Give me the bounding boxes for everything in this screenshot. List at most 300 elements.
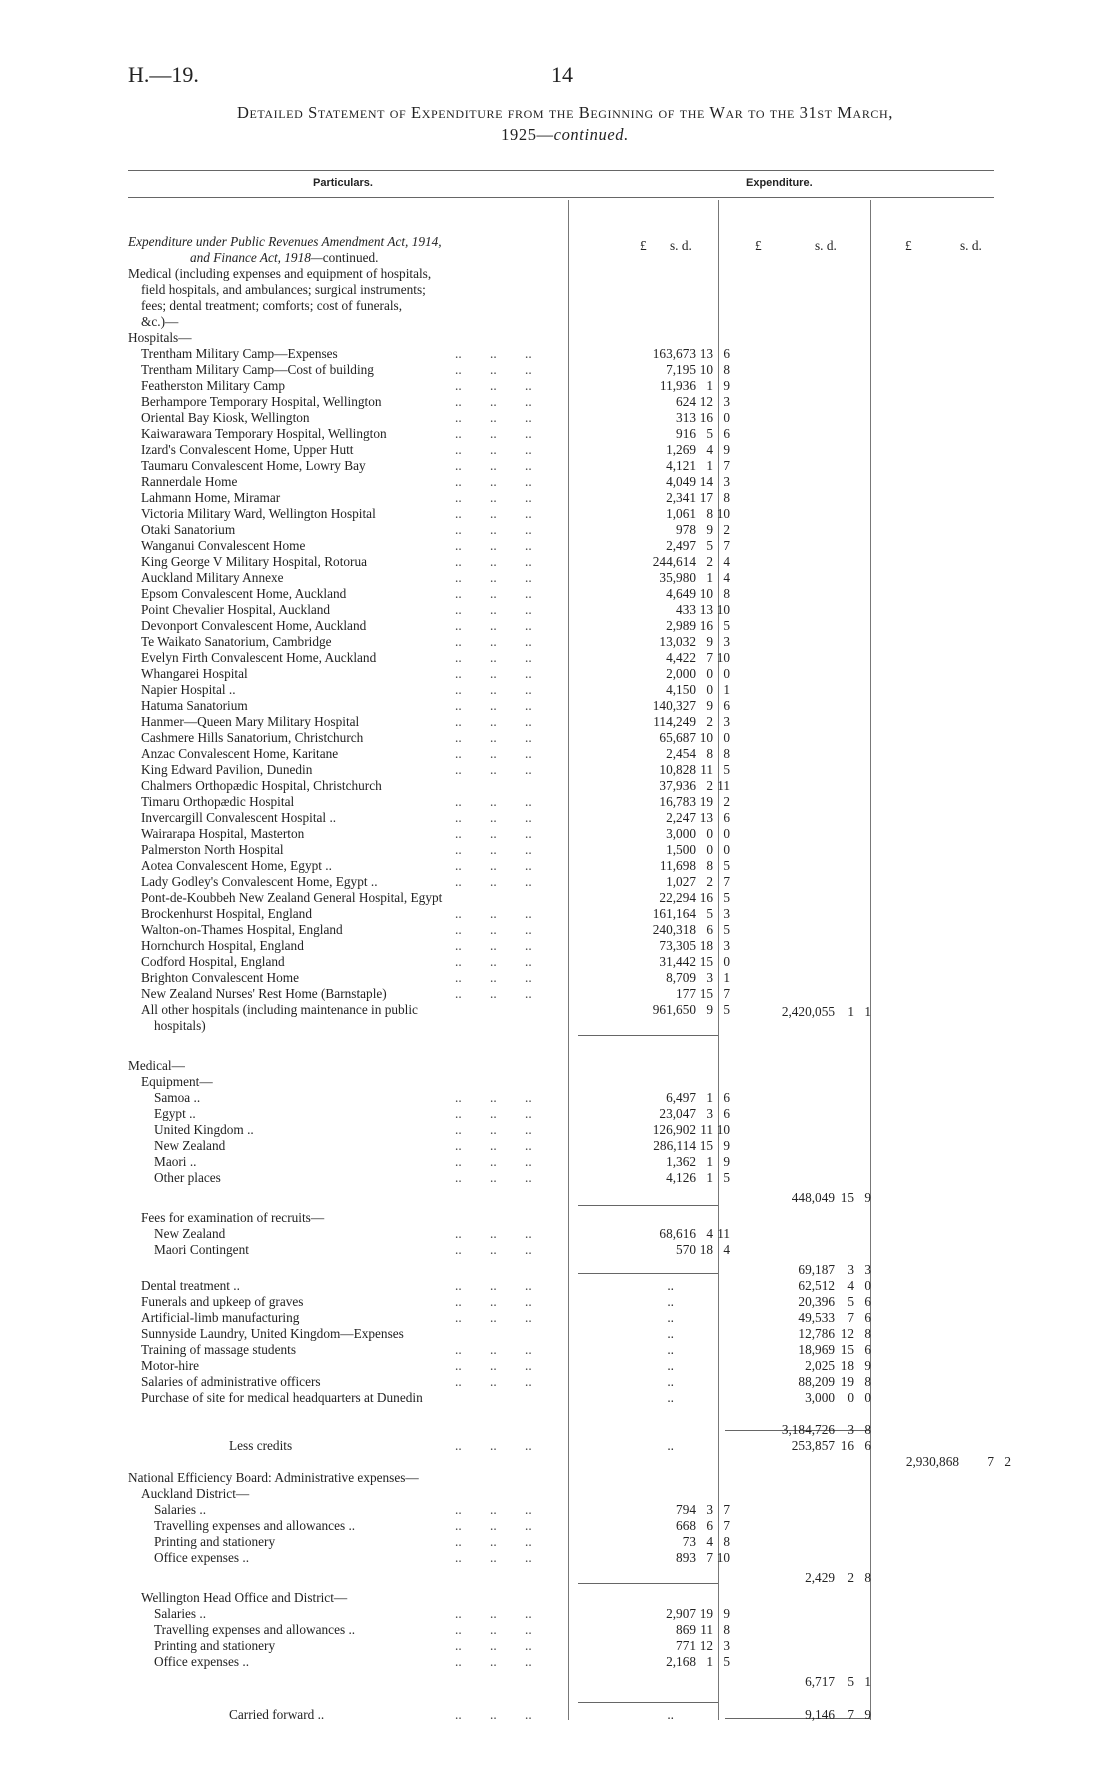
a2-pounds: 3,184,726 — [781, 1422, 835, 1437]
page-title — [100, 102, 1030, 146]
row-label: Walton-on-Thames Hospital, England — [141, 922, 343, 937]
a1-pence: 5 — [723, 890, 730, 905]
row-label: Victoria Military Ward, Wellington Hospital — [141, 506, 376, 521]
subtotal-rule-hospitals — [578, 1035, 718, 1036]
a1-pence: 7 — [723, 874, 730, 889]
a1-pence: 7 — [723, 986, 730, 1001]
leader-dot: .. — [525, 362, 532, 377]
table-row — [0, 1090, 1114, 1106]
leader-dot: .. — [490, 634, 497, 649]
leader-dot: .. — [525, 1502, 532, 1517]
leader-dot: .. — [490, 1294, 497, 1309]
table-row — [0, 970, 1114, 986]
leader-dot: .. — [455, 346, 462, 361]
leader-dot: .. — [490, 650, 497, 665]
empty-cell-dots: .. — [667, 1294, 674, 1309]
table-row — [0, 1170, 1114, 1186]
a1-shillings: 3 — [706, 1106, 713, 1121]
leader-dot: .. — [490, 1638, 497, 1653]
table-row — [0, 810, 1114, 826]
a1-shillings: 15 — [699, 1138, 713, 1153]
leader-dot: .. — [455, 666, 462, 681]
leader-dot: .. — [490, 1138, 497, 1153]
currency-pounds-1: £ — [640, 238, 647, 253]
table-row — [0, 666, 1114, 682]
page-number: 14 — [551, 62, 573, 87]
leader-dot: .. — [455, 714, 462, 729]
a1-shillings: 11 — [700, 1622, 713, 1637]
row-label: Purchase of site for medical headquarters at Dunedin — [141, 1390, 423, 1405]
table-row — [0, 1002, 1114, 1018]
table-row — [0, 1310, 1114, 1326]
a1-shillings: 8 — [706, 506, 713, 521]
leader-dot: .. — [455, 1226, 462, 1241]
a1-pounds: 68,616 — [659, 1226, 696, 1241]
row-label: Epsom Convalescent Home, Auckland — [141, 586, 347, 601]
a1-pounds: 23,047 — [659, 1106, 696, 1121]
leader-dot: .. — [525, 1106, 532, 1121]
a1-pounds: 11,698 — [659, 858, 696, 873]
row-label: Wairarapa Hospital, Masterton — [141, 826, 305, 841]
a1-pounds: 2,907 — [666, 1606, 696, 1621]
leader-dot: .. — [490, 1707, 497, 1722]
a2-shillings: 7 — [847, 1310, 854, 1325]
empty-cell-dots: .. — [667, 1278, 674, 1293]
currency-sd-3: s. d. — [960, 238, 982, 253]
row-label: Hospitals— — [128, 330, 192, 345]
a2-shillings: 5 — [847, 1294, 854, 1309]
leader-dot: .. — [455, 506, 462, 521]
a1-pence: 8 — [723, 362, 730, 377]
a2-pounds: 20,396 — [798, 1294, 835, 1309]
a1-pence: 1 — [723, 682, 730, 697]
table-row — [0, 266, 1114, 282]
leader-dot: .. — [490, 426, 497, 441]
a1-shillings: 10 — [699, 362, 713, 377]
a1-shillings: 13 — [699, 810, 713, 825]
a1-pounds: 916 — [676, 426, 696, 441]
leader-dot: .. — [455, 458, 462, 473]
row-label: Hanmer—Queen Mary Military Hospital — [141, 714, 360, 729]
table-row — [0, 1707, 1114, 1723]
a1-pounds: 10,828 — [659, 762, 696, 777]
a1-shillings: 1 — [706, 1654, 713, 1669]
row-label: Motor-hire — [141, 1358, 200, 1373]
leader-dot: .. — [525, 426, 532, 441]
row-label: Funerals and upkeep of graves — [141, 1294, 304, 1309]
a2-pounds: 49,533 — [798, 1310, 835, 1325]
table-row — [0, 522, 1114, 538]
table-row — [0, 922, 1114, 938]
leader-dot: .. — [525, 746, 532, 761]
row-label: Carried forward .. — [229, 1707, 325, 1722]
row-label: New Zealand — [154, 1226, 226, 1241]
leader-dot: .. — [455, 570, 462, 585]
leader-dot: .. — [490, 506, 497, 521]
leader-dot: .. — [490, 1226, 497, 1241]
table-row — [0, 682, 1114, 698]
leader-dot: .. — [490, 1606, 497, 1621]
currency-pounds-3: £ — [905, 238, 912, 253]
table-row — [0, 314, 1114, 330]
row-label: Medical (including expenses and equipment of hospitals, — [128, 266, 432, 281]
leader-dot: .. — [525, 810, 532, 825]
leader-dot: .. — [525, 1438, 532, 1453]
a1-shillings: 18 — [699, 1242, 713, 1257]
table-row — [0, 1570, 1114, 1586]
leader-dot: .. — [490, 970, 497, 985]
table-row — [0, 938, 1114, 954]
leader-dot: .. — [455, 602, 462, 617]
table-row — [0, 330, 1114, 346]
leader-dot: .. — [455, 1638, 462, 1653]
leader-dot: .. — [490, 554, 497, 569]
a2-pence: 6 — [864, 1310, 871, 1325]
a1-pence: 10 — [716, 602, 730, 617]
a1-pence: 3 — [723, 474, 730, 489]
a1-pence: 3 — [723, 1638, 730, 1653]
leader-dot: .. — [490, 1310, 497, 1325]
row-label: Evelyn Firth Convalescent Home, Auckland — [141, 650, 377, 665]
a1-shillings: 0 — [706, 666, 713, 681]
a2-shillings: 19 — [840, 1374, 854, 1389]
a1-pence: 3 — [723, 634, 730, 649]
leader-dot: .. — [455, 586, 462, 601]
table-row — [0, 858, 1114, 874]
leader-dot: .. — [525, 922, 532, 937]
table-row — [0, 1654, 1114, 1670]
leader-dot: .. — [490, 378, 497, 393]
a1-shillings: 9 — [706, 634, 713, 649]
table-row — [0, 842, 1114, 858]
a1-pounds: 2,341 — [666, 490, 696, 505]
leader-dot: .. — [455, 394, 462, 409]
a1-shillings: 9 — [706, 698, 713, 713]
a1-pounds: 161,164 — [652, 906, 696, 921]
table-row — [0, 1606, 1114, 1622]
a1-pounds: 4,422 — [666, 650, 696, 665]
table-row — [0, 554, 1114, 570]
a1-shillings: 4 — [706, 442, 713, 457]
leader-dot: .. — [525, 1550, 532, 1565]
a1-pounds: 4,049 — [666, 474, 696, 489]
table-row — [0, 378, 1114, 394]
leader-dot: .. — [490, 842, 497, 857]
leader-dot: .. — [525, 1170, 532, 1185]
a1-shillings: 14 — [699, 474, 713, 489]
a1-pence: 9 — [723, 442, 730, 457]
currency-sd-1: s. d. — [670, 238, 692, 253]
leader-dot: .. — [490, 906, 497, 921]
table-row — [0, 730, 1114, 746]
report-code: H.—19. — [128, 62, 199, 87]
leader-dot: .. — [455, 1122, 462, 1137]
a1-pence: 5 — [723, 762, 730, 777]
a1-pounds: 961,650 — [652, 1002, 696, 1017]
a2-pence: 3 — [864, 1262, 871, 1277]
table-row — [0, 1138, 1114, 1154]
table-row — [0, 634, 1114, 650]
empty-cell-dots: .. — [667, 1374, 674, 1389]
a1-pence: 3 — [723, 906, 730, 921]
row-label: Lahmann Home, Miramar — [141, 490, 281, 505]
table-row — [0, 1210, 1114, 1226]
a1-pence: 0 — [723, 730, 730, 745]
row-label: Wanganui Convalescent Home — [141, 538, 306, 553]
a1-pence: 5 — [723, 1654, 730, 1669]
row-label: Palmerston North Hospital — [141, 842, 284, 857]
leader-dot: .. — [455, 1654, 462, 1669]
leader-dot: .. — [455, 1310, 462, 1325]
leader-dot: .. — [490, 586, 497, 601]
leader-dot: .. — [455, 522, 462, 537]
table-row — [0, 490, 1114, 506]
leader-dot: .. — [490, 1170, 497, 1185]
table-row — [0, 954, 1114, 970]
empty-cell-dots: .. — [667, 1390, 674, 1405]
a1-shillings: 10 — [699, 730, 713, 745]
a2-pence: 0 — [864, 1278, 871, 1293]
row-label: Brockenhurst Hospital, England — [141, 906, 312, 921]
a2-pence: 0 — [864, 1390, 871, 1405]
row-label: Egypt .. — [154, 1106, 196, 1121]
row-label: Izard's Convalescent Home, Upper Hutt — [141, 442, 354, 457]
leader-dot: .. — [455, 490, 462, 505]
leader-dot: .. — [490, 794, 497, 809]
row-label: Invercargill Convalescent Hospital .. — [141, 810, 337, 825]
table-row — [0, 474, 1114, 490]
a1-shillings: 1 — [706, 1170, 713, 1185]
a1-pence: 10 — [716, 1550, 730, 1565]
empty-cell-dots: .. — [667, 1310, 674, 1325]
leader-dot: .. — [490, 522, 497, 537]
row-label: Wellington Head Office and District— — [141, 1590, 348, 1605]
leader-dot: .. — [525, 1534, 532, 1549]
a1-shillings: 0 — [706, 682, 713, 697]
a1-pence: 11 — [717, 1226, 730, 1241]
empty-cell-dots: .. — [667, 1438, 674, 1453]
row-label: King Edward Pavilion, Dunedin — [141, 762, 313, 777]
leader-dot: .. — [490, 1438, 497, 1453]
a1-pounds: 1,362 — [666, 1154, 696, 1169]
leader-dot: .. — [525, 730, 532, 745]
row-label: Travelling expenses and allowances .. — [154, 1518, 356, 1533]
a1-shillings: 16 — [699, 410, 713, 425]
leader-dot: .. — [490, 442, 497, 457]
a1-shillings: 4 — [706, 1534, 713, 1549]
leader-dot: .. — [490, 1278, 497, 1293]
a1-pounds: 4,150 — [666, 682, 696, 697]
row-label: Taumaru Convalescent Home, Lowry Bay — [141, 458, 366, 473]
table-row — [0, 346, 1114, 362]
row-label: Fees for examination of recruits— — [141, 1210, 325, 1225]
a1-shillings: 15 — [699, 986, 713, 1001]
leader-dot: .. — [455, 1502, 462, 1517]
a1-pence: 5 — [723, 618, 730, 633]
table-row — [0, 1390, 1114, 1406]
leader-dot: .. — [490, 954, 497, 969]
a2-pounds: 448,049 — [791, 1190, 835, 1205]
a1-pounds: 570 — [676, 1242, 696, 1257]
a2-shillings: 0 — [847, 1390, 854, 1405]
leader-dot: .. — [490, 666, 497, 681]
row-label: Salaries of administrative officers — [141, 1374, 321, 1389]
row-label: Brighton Convalescent Home — [141, 970, 300, 985]
a1-shillings: 3 — [706, 1502, 713, 1517]
row-label: Whangarei Hospital — [141, 666, 248, 681]
leader-dot: .. — [525, 1374, 532, 1389]
leader-dot: .. — [490, 1374, 497, 1389]
a1-pence: 0 — [723, 842, 730, 857]
a1-pence: 5 — [723, 858, 730, 873]
a1-shillings: 0 — [706, 826, 713, 841]
leader-dot: .. — [525, 506, 532, 521]
leader-dot: .. — [525, 970, 532, 985]
row-label: King George V Military Hospital, Rotorua — [141, 554, 368, 569]
leader-dot: .. — [455, 362, 462, 377]
a1-pence: 6 — [723, 1106, 730, 1121]
a1-pounds: 4,126 — [666, 1170, 696, 1185]
a1-shillings: 1 — [706, 1090, 713, 1105]
a2-pence: 9 — [864, 1707, 871, 1722]
a2-shillings: 15 — [840, 1190, 854, 1205]
leader-dot: .. — [490, 698, 497, 713]
leader-dot: .. — [490, 1518, 497, 1533]
row-label: New Zealand Nurses' Rest Home (Barnstaple) — [141, 986, 387, 1001]
row-label: Office expenses .. — [154, 1654, 250, 1669]
a1-shillings: 2 — [706, 874, 713, 889]
a1-pounds: 2,497 — [666, 538, 696, 553]
leader-dot: .. — [490, 458, 497, 473]
leader-dot: .. — [455, 410, 462, 425]
a1-shillings: 13 — [699, 346, 713, 361]
a1-shillings: 11 — [700, 762, 713, 777]
leader-dot: .. — [525, 1358, 532, 1373]
leader-dot: .. — [490, 1106, 497, 1121]
leader-dot: .. — [490, 1550, 497, 1565]
row-label: Travelling expenses and allowances .. — [154, 1622, 356, 1637]
a1-pounds: 4,649 — [666, 586, 696, 601]
table-row — [0, 1674, 1114, 1690]
leader-dot: .. — [525, 1638, 532, 1653]
a1-pence: 3 — [723, 714, 730, 729]
leader-dot: .. — [525, 634, 532, 649]
row-label: Printing and stationery — [154, 1638, 276, 1653]
leader-dot: .. — [455, 650, 462, 665]
row-label: field hospitals, and ambulances; surgical instruments; — [141, 282, 426, 297]
table-row — [0, 874, 1114, 890]
row-label: Anzac Convalescent Home, Karitane — [141, 746, 339, 761]
leader-dot: .. — [490, 602, 497, 617]
leader-dot: .. — [525, 650, 532, 665]
row-label: Hatuma Sanatorium — [141, 698, 248, 713]
row-label: Auckland District— — [141, 1486, 250, 1501]
leader-dot: .. — [525, 474, 532, 489]
a2-pounds: 2,429 — [805, 1570, 835, 1585]
a1-shillings: 1 — [706, 458, 713, 473]
leader-dot: .. — [490, 826, 497, 841]
row-label: Point Chevalier Hospital, Auckland — [141, 602, 331, 617]
a2-pounds: 69,187 — [798, 1262, 835, 1277]
a1-pence: 9 — [723, 1138, 730, 1153]
table-row — [0, 698, 1114, 714]
a1-pounds: 4,121 — [666, 458, 696, 473]
leader-dot: .. — [490, 1242, 497, 1257]
table-row — [0, 394, 1114, 410]
a1-pence: 4 — [723, 1242, 730, 1257]
table-row — [0, 650, 1114, 666]
a1-pence: 8 — [723, 746, 730, 761]
leader-dot: .. — [455, 1106, 462, 1121]
a1-pounds: 1,500 — [666, 842, 696, 857]
a1-pounds: 126,902 — [652, 1122, 696, 1137]
a1-shillings: 4 — [706, 1226, 713, 1241]
table-row — [0, 538, 1114, 554]
leader-dot: .. — [525, 1654, 532, 1669]
leader-dot: .. — [455, 938, 462, 953]
a1-pence: 9 — [723, 1154, 730, 1169]
leader-dot: .. — [490, 874, 497, 889]
leader-dot: .. — [525, 1342, 532, 1357]
leader-dot: .. — [455, 922, 462, 937]
leader-dot: .. — [525, 394, 532, 409]
a2-shillings: 3 — [847, 1262, 854, 1277]
a1-pence: 7 — [723, 458, 730, 473]
leader-dot: .. — [455, 378, 462, 393]
a1-pounds: 16,783 — [659, 794, 696, 809]
leader-dot: .. — [525, 762, 532, 777]
a1-pence: 10 — [716, 650, 730, 665]
row-label: Artificial-limb manufacturing — [141, 1310, 300, 1325]
currency-pounds-2: £ — [755, 238, 762, 253]
row-label: Trentham Military Camp—Expenses — [141, 346, 338, 361]
a1-pence: 5 — [723, 922, 730, 937]
a1-pounds: 794 — [676, 1502, 696, 1517]
leader-dot: .. — [455, 1438, 462, 1453]
a1-pence: 3 — [723, 394, 730, 409]
leader-dot: .. — [455, 954, 462, 969]
row-label: Maori Contingent — [154, 1242, 249, 1257]
heading-rule — [128, 197, 994, 198]
empty-cell-dots: .. — [667, 1326, 674, 1341]
leader-dot: .. — [490, 490, 497, 505]
a2-shillings: 3 — [847, 1422, 854, 1437]
a1-pence: 8 — [723, 1622, 730, 1637]
a1-shillings: 1 — [706, 378, 713, 393]
leader-dot: .. — [525, 682, 532, 697]
leader-dot: .. — [525, 1622, 532, 1637]
leader-dot: .. — [455, 1154, 462, 1169]
table-row — [0, 1326, 1114, 1342]
leader-dot: .. — [455, 762, 462, 777]
a1-pounds: 177 — [676, 986, 696, 1001]
a2-pounds: 62,512 — [798, 1278, 835, 1293]
leader-dot: .. — [455, 826, 462, 841]
row-label: &c.)— — [141, 314, 179, 329]
a1-pence: 0 — [723, 666, 730, 681]
table-row — [0, 1358, 1114, 1374]
a3-pence: 2 — [1004, 1454, 1011, 1469]
row-label: Other places — [154, 1170, 221, 1185]
leader-dot: .. — [455, 842, 462, 857]
leader-dot: .. — [490, 746, 497, 761]
leader-dot: .. — [455, 618, 462, 633]
a1-shillings: 15 — [699, 954, 713, 969]
leader-dot: .. — [455, 970, 462, 985]
row-label: Auckland Military Annexe — [141, 570, 284, 585]
a1-shillings: 9 — [706, 522, 713, 537]
a2-shillings: 4 — [847, 1278, 854, 1293]
